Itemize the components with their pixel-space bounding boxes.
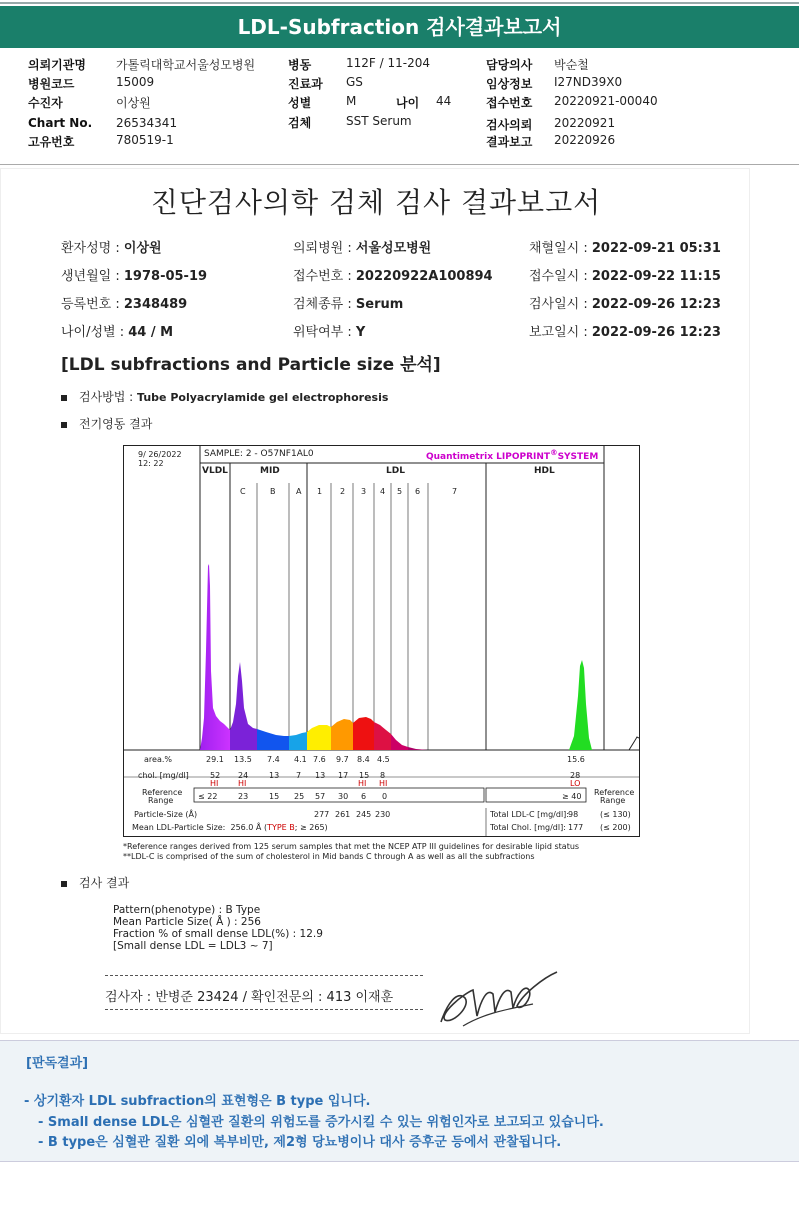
particle-ldl4: 230 (375, 810, 391, 819)
info-label: 결과보고 (486, 135, 533, 149)
lab-report (0, 168, 750, 1034)
verdict-line: - B type은 심혈관 질환 외에 복부비만, 제2형 당뇨병이나 대사 증후군 등에서 관찰됩니다. (38, 1135, 562, 1150)
group-ldl: LDL (386, 466, 405, 476)
ldl4-peak (374, 722, 391, 750)
info-value: 20220926 (554, 133, 616, 147)
page-title: LDL-Subfraction 검사결과보고서 (0, 6, 799, 48)
ref-hdl: ≥ 40 (562, 792, 582, 801)
chol-hdl: 28 (570, 771, 581, 780)
report-title: 진단검사의학 검체 검사 결과보고서 (150, 186, 602, 219)
group-hdl: HDL (534, 466, 555, 476)
info-value: 20220921 (554, 116, 616, 130)
requesting-hospital: 의뢰병원 : 서울성모병원 (293, 241, 432, 256)
verdict-body (0, 1080, 799, 1162)
particle-label: Particle-Size (Å) (134, 810, 198, 819)
area-ldl3: 8.4 (357, 755, 370, 764)
chol-b: 13 (269, 771, 280, 780)
divider (105, 1009, 423, 1010)
lo-flag-hdl: LO (570, 779, 581, 788)
chol-ldl2: 17 (338, 771, 349, 780)
chol-ldl3: 15 (359, 771, 370, 780)
report-time: 보고일시 : 2022-09-26 12:23 (529, 325, 721, 340)
run-time: 12: 22 (138, 459, 164, 468)
birth-date: 생년월일 : 1978-05-19 (61, 269, 208, 284)
hdl-peak (569, 660, 592, 750)
result-heading: 검사 결과 (61, 874, 129, 891)
verdict-line: - Small dense LDL은 심혈관 질환의 위험도를 증가시킬 수 있는 위험인자로 보고되고 있습니다. (38, 1115, 604, 1130)
specimen-type: 검체종류 : Serum (293, 297, 404, 312)
info-label: 담당의사 (486, 58, 533, 72)
group-mid: MID (260, 466, 280, 476)
signature-image (433, 964, 563, 1034)
info-label: 임상정보 (486, 77, 533, 91)
area-label: area.% (144, 755, 172, 764)
area-b: 7.4 (267, 755, 280, 764)
chol-ldl4: 8 (380, 771, 386, 780)
info-value: GS (346, 75, 363, 89)
info-label: 병동 (288, 58, 312, 72)
info-value: 박순철 (554, 58, 589, 72)
particle-ldl3: 245 (356, 810, 372, 819)
ref-label-right: Reference (594, 788, 635, 797)
ref-label: Reference (142, 788, 183, 797)
analysis-title: [LDL subfractions and Particle size 분석] (61, 355, 441, 375)
area-a: 4.1 (294, 755, 307, 764)
band-3: 3 (361, 487, 367, 496)
area-ldl4: 4.5 (377, 755, 390, 764)
divider (105, 975, 423, 976)
chol-a: 7 (296, 771, 302, 780)
info-value: 가톨릭대학교서울성모병원 (116, 58, 256, 72)
ref-label-right-2: Range (600, 796, 626, 805)
hi-flag-ldl3: HI (358, 779, 367, 788)
ref-vldl: ≤ 22 (198, 792, 218, 801)
request-info (0, 54, 799, 154)
info-label: 성별 (288, 96, 312, 110)
hi-flag-c: HI (238, 779, 247, 788)
total-chol-label: Total Chol. [mg/dl]: (490, 823, 566, 832)
method-line: 검사방법 : Tube Polyacrylamide gel electrophoresis (61, 388, 388, 405)
vldl-peak (200, 564, 230, 750)
divider (0, 164, 799, 165)
lipoprint-brand: Quantimetrix LIPOPRINT®SYSTEM (426, 448, 599, 462)
electrophoresis-heading: 전기영동 결과 (61, 415, 152, 432)
outsourced: 위탁여부 : Y (293, 325, 366, 340)
info-label: 수진자 (28, 96, 63, 110)
info-label: 진료과 (288, 77, 323, 91)
area-c: 13.5 (234, 755, 252, 764)
ldl3-peak (353, 717, 374, 750)
particle-ldl2: 261 (335, 810, 351, 819)
bullet-icon (61, 422, 67, 428)
band-a: A (296, 487, 302, 496)
age-value: 44 (436, 94, 452, 108)
total-chol-ref: (≤ 200) (600, 823, 631, 832)
ref-ldl1: 57 (315, 792, 326, 801)
receipt-time: 접수일시 : 2022-09-22 11:15 (529, 269, 721, 284)
info-label: 의뢰기관명 (28, 58, 86, 72)
band-7: 7 (452, 487, 458, 496)
ldl2-peak (331, 719, 353, 750)
run-date: 9/ 26/2022 (138, 450, 182, 459)
verdict-line: - 상기환자 LDL subfraction의 표현형은 B type 입니다. (24, 1094, 371, 1109)
band-2: 2 (340, 487, 346, 496)
particle-ldl1: 277 (314, 810, 330, 819)
info-value: 26534341 (116, 116, 178, 130)
ref-c: 23 (238, 792, 249, 801)
ref-ldl3: 6 (361, 792, 367, 801)
bullet-icon (61, 395, 67, 401)
age-label: 나이 (396, 96, 420, 110)
total-ldl-ref: (≤ 130) (600, 810, 631, 819)
chol-label: chol. [mg/dl] (138, 771, 189, 780)
info-value: M (346, 94, 357, 108)
group-vldl: VLDL (202, 466, 228, 476)
total-ldl-value: 98 (568, 810, 579, 819)
hi-flag-ldl4: HI (379, 779, 388, 788)
band-4: 4 (380, 487, 386, 496)
band-b: B (270, 487, 276, 496)
receipt-number: 접수번호 : 20220922A100894 (293, 269, 493, 284)
mid-a-peak (289, 732, 307, 750)
info-value: SST Serum (346, 114, 412, 128)
info-label: 검체 (288, 116, 312, 130)
info-value: 780519-1 (116, 133, 174, 147)
total-chol-value: 177 (568, 823, 584, 832)
info-value: 112F / 11-204 (346, 56, 430, 70)
area-ldl1: 7.6 (313, 755, 326, 764)
ldl1-peak (307, 725, 331, 750)
info-label: 병원코드 (28, 77, 75, 91)
verdict-title: [판독결과] (26, 1056, 89, 1071)
total-ldl-label: Total LDL-C [mg/dl]: (490, 810, 569, 819)
top-rule (0, 2, 799, 4)
band-5: 5 (397, 487, 403, 496)
hi-flag-vldl: HI (210, 779, 219, 788)
test-time: 검사일시 : 2022-09-26 12:23 (529, 297, 721, 312)
ldl5-peak (391, 734, 408, 750)
info-value: 이상원 (116, 96, 151, 110)
collection-time: 채혈일시 : 2022-09-21 05:31 (529, 241, 721, 256)
trace-tail (629, 737, 639, 750)
bullet-icon (61, 881, 67, 887)
examiner-line: 검사자 : 반병준 23424 / 확인전문의 : 413 이재훈 (105, 990, 394, 1005)
ref-label-2: Range (148, 796, 174, 805)
area-hdl: 15.6 (567, 755, 585, 764)
footnotes: *Reference ranges derived from 125 serum samples that met the NCEP ATP III guidelines for desirable lipid status **LDL-C is comprised of the sum of cholesterol in Mid bands C through A as well as all the subfractions (123, 842, 580, 861)
chol-vldl: 52 (210, 771, 221, 780)
mid-b-peak (257, 729, 289, 750)
info-value: 15009 (116, 75, 155, 89)
band-c: C (240, 487, 246, 496)
lipoprint-panel (123, 445, 640, 837)
ref-a: 25 (294, 792, 305, 801)
area-ldl2: 9.7 (336, 755, 349, 764)
band-6: 6 (415, 487, 421, 496)
mid-c-peak (230, 662, 257, 750)
ref-ldl2: 30 (338, 792, 349, 801)
info-label: 접수번호 (486, 96, 533, 110)
verdict-header (0, 1040, 799, 1080)
area-vldl: 29.1 (206, 755, 224, 764)
ref-ldl4: 0 (382, 792, 388, 801)
info-value: 20220921-00040 (554, 94, 658, 108)
age-sex: 나이/성별 : 44 / M (61, 325, 174, 340)
ref-b: 15 (269, 792, 280, 801)
result-lines: Pattern(phenotype) : B Type Mean Particle Size( Å ) : 256 Fraction % of small dense LDL(%) : 12.9 [Small dense LDL = LDL3 ~ 7] (113, 904, 323, 952)
mean-particle-line: Mean LDL-Particle Size: 256.0 Å (TYPE B; ≥ 265) (132, 823, 328, 832)
patient-name: 환자성명 : 이상원 (61, 241, 162, 256)
chol-ldl1: 13 (315, 771, 326, 780)
info-value: I27ND39X0 (554, 75, 623, 89)
chol-c: 24 (238, 771, 249, 780)
band-1: 1 (317, 487, 323, 496)
sample-id: SAMPLE: 2 - O57NF1AL0 (204, 449, 314, 459)
info-label: 검사의뢰 (486, 118, 533, 132)
info-label: 고유번호 (28, 135, 75, 149)
info-label: Chart No. (28, 116, 93, 130)
registration-number: 등록번호 : 2348489 (61, 297, 188, 312)
